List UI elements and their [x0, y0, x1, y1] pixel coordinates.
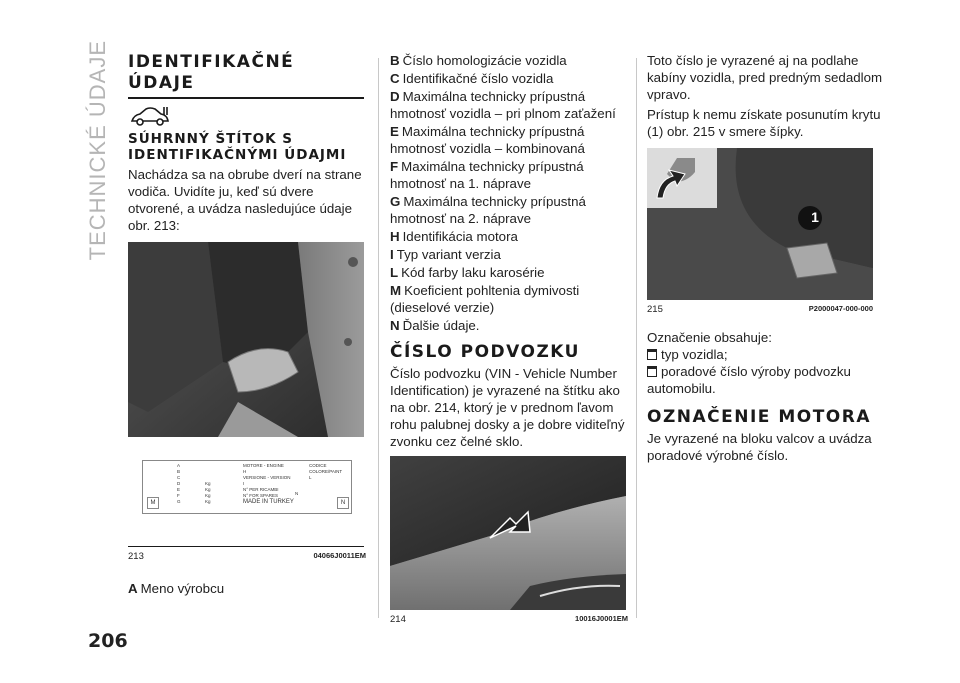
list-item: F Maximálna technicky prípustná hmotnosť na 1. nápravе	[390, 159, 584, 191]
figure-code: 10016J0001EM	[575, 614, 628, 623]
column-divider	[378, 58, 379, 618]
section-heading: ČÍSLO PODVOZKU	[390, 342, 580, 362]
list-item: E Maximálna technicky prípustná hmotnosť vozidla – kombinovaná	[390, 124, 585, 156]
figure-number: 213	[128, 551, 144, 562]
list-item: D Maximálna technicky prípustná hmotnosť vozidla – pri plnom zaťažení	[390, 89, 616, 121]
figure-code: 04066J0011EM	[313, 551, 366, 560]
list-item: poradové číslo výroby podvozku automobilu.	[647, 364, 851, 396]
figure-213	[128, 242, 364, 547]
list-item: A Meno výrobcu	[128, 581, 225, 596]
intro-paragraph: Nachádza sa na obrube dverí na strane vodiča. Uvidíte ju, keď sú dvere otvorené, a uvádza nasledujúce údaje obr. 213:	[128, 167, 362, 233]
list-item: M Koeficient pohltenia dymivosti (dieselové verzie)	[390, 283, 580, 315]
callout-1: 1	[811, 209, 819, 225]
figure-code: P2000047-000-000	[808, 304, 873, 313]
identification-label-drawing: A B C D E F G Kg Kg Kg Kg MOTORE - ENGINE H VERSIONE - VERSION I N° PER RICAMBI N° FOR SPARES MADE IN TURKEY CODICE COLORE/PAINT L N M N	[142, 460, 352, 514]
side-section-title-text: TECHNICKÉ ÚDAJE	[85, 40, 110, 261]
engine-paragraph: Je vyrazené na bloku valcov a uvádza poradové výrobné číslo.	[647, 431, 872, 463]
side-section-title	[78, 40, 118, 300]
section-heading: IDENTIFIKAČNÉ ÚDAJE	[128, 52, 295, 93]
list-item: B Číslo homologizácie vozidla	[390, 53, 567, 68]
floor-cover-photo	[647, 148, 873, 300]
column-divider	[636, 58, 637, 618]
list-item: I Typ variant verzia	[390, 247, 501, 262]
list-item: G Maximálna technicky prípustná hmotnosť na 2. nápravе	[390, 194, 586, 226]
figure-caption	[128, 551, 366, 562]
vin-paragraph: Číslo podvozku (VIN - Vehicle Number Identification) je vyrazené na štítku ako na obr. 214, ktorý je v prednom ľavom rohu palubnej dosky a je dobre viditeľný zvonku cez čelné sklo.	[390, 366, 625, 449]
figure-number: 214	[390, 614, 406, 625]
figure-214	[390, 456, 626, 610]
column-1	[128, 52, 366, 598]
list-item: N Ďalšie údaje.	[390, 318, 480, 333]
windshield-photo	[390, 456, 626, 610]
section-heading: OZNAČENIE MOTORA	[647, 407, 871, 427]
door-frame-photo	[128, 242, 364, 437]
marking-intro: Označenie obsahuje:	[647, 330, 772, 345]
figure-215	[647, 148, 873, 300]
bullet-icon	[647, 349, 657, 360]
bullet-icon	[647, 366, 657, 377]
figure-number: 215	[647, 304, 663, 315]
list-item: typ vozidla;	[647, 346, 885, 363]
figure-caption	[390, 614, 628, 625]
page-number: 206	[88, 630, 128, 652]
column-2	[390, 52, 628, 625]
list-item: L Kód farby laku karosérie	[390, 265, 545, 280]
heading-rule	[128, 97, 364, 99]
car-icon	[128, 105, 366, 127]
paragraph: Toto číslo je vyrazené aj na podlahe kabíny vozidla, pred predným sedadlom vpravo.	[647, 53, 883, 102]
sub-heading: SÚHRNNÝ ŠTÍTOK S IDENTIFIKAČNÝMI ÚDAJMI	[128, 131, 347, 163]
column-3	[647, 52, 885, 464]
list-item: H Identifikácia motora	[390, 229, 518, 244]
list-item: C Identifikačné číslo vozidla	[390, 71, 554, 86]
paragraph: Prístup k nemu získate posunutím krytu (1) obr. 215 v smere šípky.	[647, 107, 881, 139]
figure-caption	[647, 304, 873, 315]
